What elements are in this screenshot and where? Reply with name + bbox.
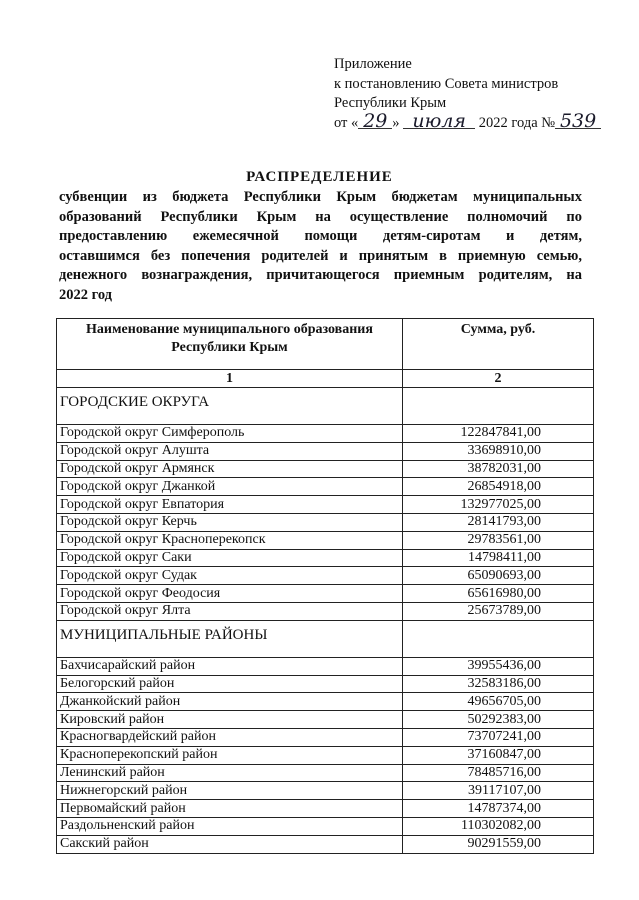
municipality-name: Ленинский район — [57, 764, 403, 782]
subvention-amount: 29783561,00 — [403, 531, 594, 549]
column-number-1: 1 — [57, 370, 403, 388]
document-title: РАСПРЕДЕЛЕНИЕ — [246, 169, 393, 185]
distribution-table — [56, 318, 594, 854]
subvention-amount: 28141793,00 — [403, 513, 594, 531]
subvention-amount: 39955436,00 — [403, 657, 594, 675]
table-row — [57, 746, 594, 764]
municipality-name: Кировский район — [57, 711, 403, 729]
table-row — [57, 675, 594, 693]
subvention-amount: 14787374,00 — [403, 800, 594, 818]
table-row — [57, 460, 594, 478]
subvention-amount: 38782031,00 — [403, 460, 594, 478]
subvention-amount: 32583186,00 — [403, 675, 594, 693]
municipality-name: Городской округ Алушта — [57, 442, 403, 460]
table-row — [57, 567, 594, 585]
section-title-municipal-districts: МУНИЦИПАЛЬНЫЕ РАЙОНЫ — [57, 620, 403, 657]
table-header-row — [57, 319, 594, 370]
table-row — [57, 835, 594, 853]
subvention-amount: 25673789,00 — [403, 602, 594, 620]
table-row — [57, 728, 594, 746]
table-row — [57, 657, 594, 675]
subvention-amount: 33698910,00 — [403, 442, 594, 460]
subvention-amount: 78485716,00 — [403, 764, 594, 782]
subvention-amount: 73707241,00 — [403, 728, 594, 746]
municipality-name: Городской округ Ялта — [57, 602, 403, 620]
handwritten-day: 29 — [358, 114, 392, 129]
municipality-name: Городской округ Судак — [57, 567, 403, 585]
table-row — [57, 782, 594, 800]
municipality-name: Городской округ Красноперекопск — [57, 531, 403, 549]
subvention-amount: 14798411,00 — [403, 549, 594, 567]
table-row — [57, 549, 594, 567]
section-title-city-districts: ГОРОДСКИЕ ОКРУГА — [57, 388, 403, 425]
subvention-amount: 65090693,00 — [403, 567, 594, 585]
subtitle-line: предоставлению ежемесячной помощи детям-сиротам и детям, — [59, 228, 582, 245]
municipality-name: Городской округ Керчь — [57, 513, 403, 531]
table-row — [57, 513, 594, 531]
day-close-quote: » — [392, 114, 400, 131]
table-row — [57, 478, 594, 496]
table-row — [57, 693, 594, 711]
appendix-line-3: Республики Крым — [334, 95, 447, 111]
section-row — [57, 620, 594, 657]
table-row — [57, 531, 594, 549]
municipality-name: Городской округ Симферополь — [57, 425, 403, 443]
municipality-name: Красногвардейский район — [57, 728, 403, 746]
column-number-2: 2 — [403, 370, 594, 388]
subtitle-line: денежного вознаграждения, причитающегося приемным родителям, на — [59, 267, 582, 284]
table-row — [57, 585, 594, 603]
municipality-name: Городской округ Саки — [57, 549, 403, 567]
municipality-name: Бахчисарайский район — [57, 657, 403, 675]
header-sum: Сумма, руб. — [403, 319, 594, 370]
municipality-name: Городской округ Армянск — [57, 460, 403, 478]
municipality-name: Нижнегорский район — [57, 782, 403, 800]
appendix-line-2: к постановлению Совета министров — [334, 75, 559, 92]
municipality-name: Первомайский район — [57, 800, 403, 818]
handwritten-month: июля — [403, 114, 475, 129]
subvention-amount: 37160847,00 — [403, 746, 594, 764]
subvention-amount: 110302082,00 — [403, 817, 594, 835]
subvention-amount: 49656705,00 — [403, 693, 594, 711]
municipality-name: Городской округ Джанкой — [57, 478, 403, 496]
subvention-amount: 122847841,00 — [403, 425, 594, 443]
column-number-row — [57, 370, 594, 388]
subtitle-line: 2022 год — [59, 286, 113, 303]
municipality-name: Красноперекопский район — [57, 746, 403, 764]
table-row — [57, 425, 594, 443]
municipality-name: Раздольненский район — [57, 817, 403, 835]
handwritten-number: 539 — [555, 114, 601, 129]
table-row — [57, 800, 594, 818]
subtitle-line: субвенции из бюджета Республики Крым бюджетам муниципальных — [59, 189, 582, 205]
subvention-amount: 65616980,00 — [403, 585, 594, 603]
year-text: 2022 года № — [478, 114, 556, 131]
table-row — [57, 817, 594, 835]
municipality-name: Сакский район — [57, 835, 403, 853]
municipality-name: Джанкойский район — [57, 693, 403, 711]
appendix-line-1: Приложение — [334, 56, 412, 72]
subvention-amount: 26854918,00 — [403, 478, 594, 496]
municipality-name: Городской округ Феодосия — [57, 585, 403, 603]
table-row — [57, 711, 594, 729]
subvention-amount: 132977025,00 — [403, 496, 594, 514]
appendix-block — [334, 55, 601, 133]
subtitle-line: образований Республики Крым на осуществление полномочий по — [59, 208, 582, 225]
table-row — [57, 442, 594, 460]
table-row — [57, 764, 594, 782]
document-subtitle — [59, 188, 582, 306]
section-row — [57, 388, 594, 425]
municipality-name: Городской округ Евпатория — [57, 496, 403, 514]
header-name: Наименование муниципального образования Республики Крым — [57, 319, 403, 370]
subtitle-line: оставшимся без попечения родителей и принятым в приемную семью, — [59, 247, 582, 264]
table-row — [57, 602, 594, 620]
appendix-date-line — [334, 109, 601, 134]
municipality-name: Белогорский район — [57, 675, 403, 693]
subvention-amount: 90291559,00 — [403, 835, 594, 853]
subvention-amount: 39117107,00 — [403, 782, 594, 800]
table-row — [57, 496, 594, 514]
from-prefix: от « — [334, 114, 359, 131]
subvention-amount: 50292383,00 — [403, 711, 594, 729]
